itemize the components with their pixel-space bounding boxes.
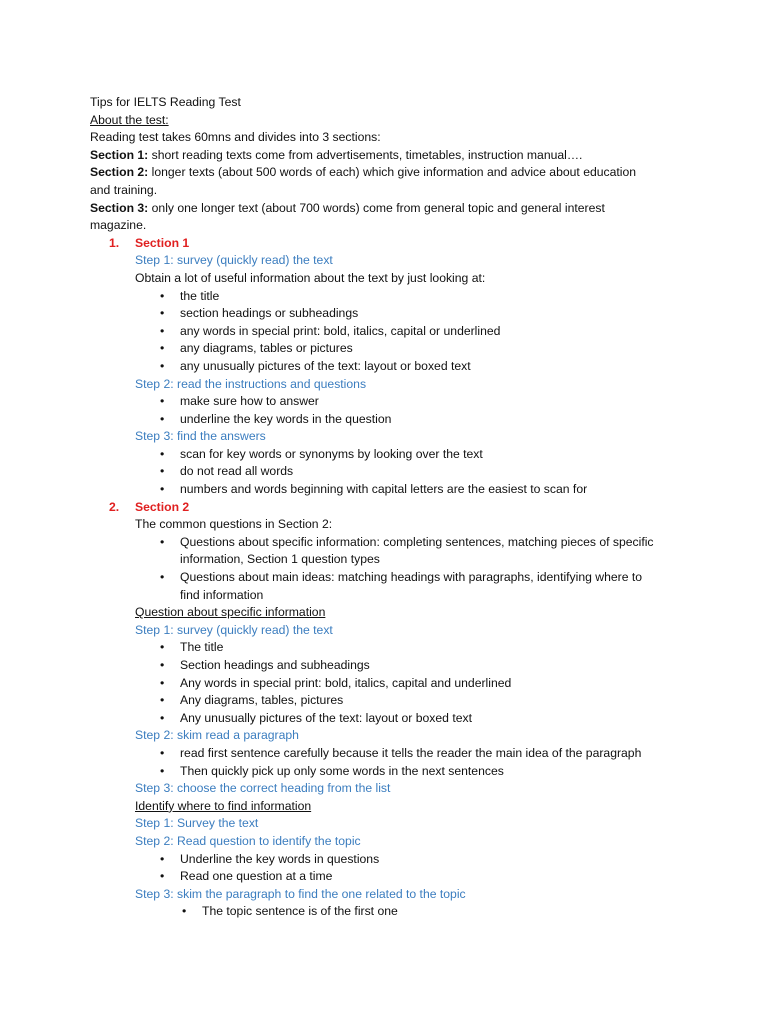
list-item-text: underline the key words in the question xyxy=(180,411,392,426)
list-item xyxy=(90,411,690,429)
intro-line: Reading test takes 60mns and divides into 3 sections: xyxy=(90,130,381,145)
section2-sub1-step2-list xyxy=(90,745,690,780)
intro-block xyxy=(90,129,690,235)
list-item xyxy=(90,288,690,306)
document-content xyxy=(90,94,690,921)
section2-sub2-step3-list xyxy=(90,903,690,921)
list-item xyxy=(90,569,690,587)
document-title: Tips for IELTS Reading Test xyxy=(90,95,241,109)
bullet-icon: • xyxy=(160,394,165,409)
label: Section 1: xyxy=(90,147,149,162)
list-item-text: Any unusually pictures of the text: layout or boxed text xyxy=(180,710,472,725)
text: only one longer text (about 700 words) come from general topic and general interest xyxy=(148,200,605,215)
label: Section 2: xyxy=(90,165,149,180)
list-item-text: read first sentence carefully because it tells the reader the main idea of the paragraph xyxy=(180,745,642,760)
list-item xyxy=(90,463,690,481)
list-item-cont xyxy=(90,587,690,605)
list-item-text: numbers and words beginning with capital letters are the easiest to scan for xyxy=(180,482,588,497)
section2-sub1-heading: Question about specific information xyxy=(135,605,326,620)
section1-step1-intro: Obtain a lot of useful information about the text by just looking at: xyxy=(135,270,486,285)
list-item-text: Then quickly pick up only some words in the next sentences xyxy=(180,763,504,778)
bullet-icon: • xyxy=(160,675,165,690)
section2-sub1-step1-list xyxy=(90,639,690,727)
list-item xyxy=(90,639,690,657)
bullet-icon: • xyxy=(160,288,165,303)
list-item xyxy=(90,851,690,869)
section1-step2-list xyxy=(90,393,690,428)
list-item xyxy=(90,692,690,710)
label: Section 3: xyxy=(90,200,149,215)
section1-step2: Step 2: read the instructions and questions xyxy=(135,376,367,391)
section-title: Section 1 xyxy=(135,235,190,250)
section2-sub2-step1: Step 1: Survey the text xyxy=(135,816,259,831)
bullet-icon: • xyxy=(160,306,165,321)
list-item-text: Any words in special print: bold, italics, capital and underlined xyxy=(180,675,512,690)
list-item-text: Section headings and subheadings xyxy=(180,658,370,672)
list-item xyxy=(90,323,690,341)
list-item xyxy=(90,903,690,921)
list-item-text: Underline the key words in questions xyxy=(180,851,380,866)
section1-step1: Step 1: survey (quickly read) the text xyxy=(135,253,333,268)
list-item xyxy=(90,393,690,411)
bullet-icon: • xyxy=(160,869,165,884)
list-item-text: Questions about main ideas: matching headings with paragraphs, identifying where to xyxy=(180,570,643,585)
section1-step1-list xyxy=(90,288,690,376)
bullet-icon: • xyxy=(160,358,165,373)
list-item-text: Questions about specific information: completing sentences, matching pieces of specific xyxy=(180,534,654,549)
list-item-text: Read one question at a time xyxy=(180,869,333,884)
bullet-icon: • xyxy=(182,904,187,919)
list-item-text: find information xyxy=(180,587,264,602)
list-item xyxy=(90,305,690,323)
list-item-text: any words in special print: bold, italics, capital or underlined xyxy=(180,323,501,338)
list-item xyxy=(90,358,690,376)
bullet-icon: • xyxy=(160,534,165,549)
list-item xyxy=(90,675,690,693)
intro-section3 xyxy=(90,200,690,218)
list-item-text: any unusually pictures of the text: layout or boxed text xyxy=(180,358,471,373)
intro-section1 xyxy=(90,147,690,165)
section-title: Section 2 xyxy=(135,499,190,514)
about-heading: About the test: xyxy=(90,112,169,127)
list-item xyxy=(90,710,690,728)
section2-sub2-heading: Identify where to find information xyxy=(135,798,312,813)
list-item xyxy=(90,657,690,675)
bullet-icon: • xyxy=(160,411,165,426)
list-item-text: The title xyxy=(180,640,224,655)
intro-section2-cont: and training. xyxy=(90,182,158,197)
section2-heading xyxy=(90,499,690,517)
bullet-icon: • xyxy=(160,570,165,585)
section-number: 1. xyxy=(109,235,120,250)
intro-section2 xyxy=(90,164,690,182)
section1-step3-list xyxy=(90,446,690,499)
bullet-icon: • xyxy=(160,640,165,655)
list-item-text: scan for key words or synonyms by looking over the text xyxy=(180,446,483,461)
bullet-icon: • xyxy=(160,851,165,866)
bullet-icon: • xyxy=(160,658,165,672)
list-item xyxy=(90,534,690,552)
bullet-icon: • xyxy=(160,464,165,479)
section1-step3: Step 3: find the answers xyxy=(135,429,266,444)
list-item xyxy=(90,446,690,464)
text: short reading texts come from advertisements, timetables, instruction manual…. xyxy=(148,147,583,162)
section2-sub1-step3: Step 3: choose the correct heading from the list xyxy=(135,781,391,796)
intro-section3-cont: magazine. xyxy=(90,218,147,233)
section-number: 2. xyxy=(109,499,120,514)
bullet-icon: • xyxy=(160,482,165,497)
list-item-text: information, Section 1 question types xyxy=(180,552,380,567)
list-item-text: The topic sentence is of the first one xyxy=(202,904,398,919)
list-item xyxy=(90,763,690,781)
bullet-icon: • xyxy=(160,341,165,356)
list-item-text: Any diagrams, tables, pictures xyxy=(180,693,344,708)
section2-sub2-step3: Step 3: skim the paragraph to find the one related to the topic xyxy=(135,886,466,901)
section2-sub2-step2-list xyxy=(90,851,690,886)
section2-sub1-step2: Step 2: skim read a paragraph xyxy=(135,728,299,743)
list-item-text: section headings or subheadings xyxy=(180,306,359,321)
bullet-icon: • xyxy=(160,763,165,778)
section2-sub2-step2: Step 2: Read question to identify the topic xyxy=(135,833,361,848)
bullet-icon: • xyxy=(160,693,165,708)
section2-sub1-step1: Step 1: survey (quickly read) the text xyxy=(135,622,333,637)
list-item-text: the title xyxy=(180,288,220,303)
list-item xyxy=(90,745,690,763)
section1-heading xyxy=(90,235,690,253)
list-item xyxy=(90,481,690,499)
list-item-text: do not read all words xyxy=(180,464,294,479)
list-item xyxy=(90,340,690,358)
bullet-icon: • xyxy=(160,446,165,461)
bullet-icon: • xyxy=(160,323,165,338)
section2-question-list xyxy=(90,534,690,604)
list-item-text: make sure how to answer xyxy=(180,394,319,409)
list-item-cont xyxy=(90,551,690,569)
list-item xyxy=(90,868,690,886)
list-item-text: any diagrams, tables or pictures xyxy=(180,341,353,356)
text: longer texts (about 500 words of each) which give information and advice about education xyxy=(148,165,637,180)
bullet-icon: • xyxy=(160,745,165,760)
bullet-icon: • xyxy=(160,710,165,725)
section2-intro: The common questions in Section 2: xyxy=(135,517,333,532)
